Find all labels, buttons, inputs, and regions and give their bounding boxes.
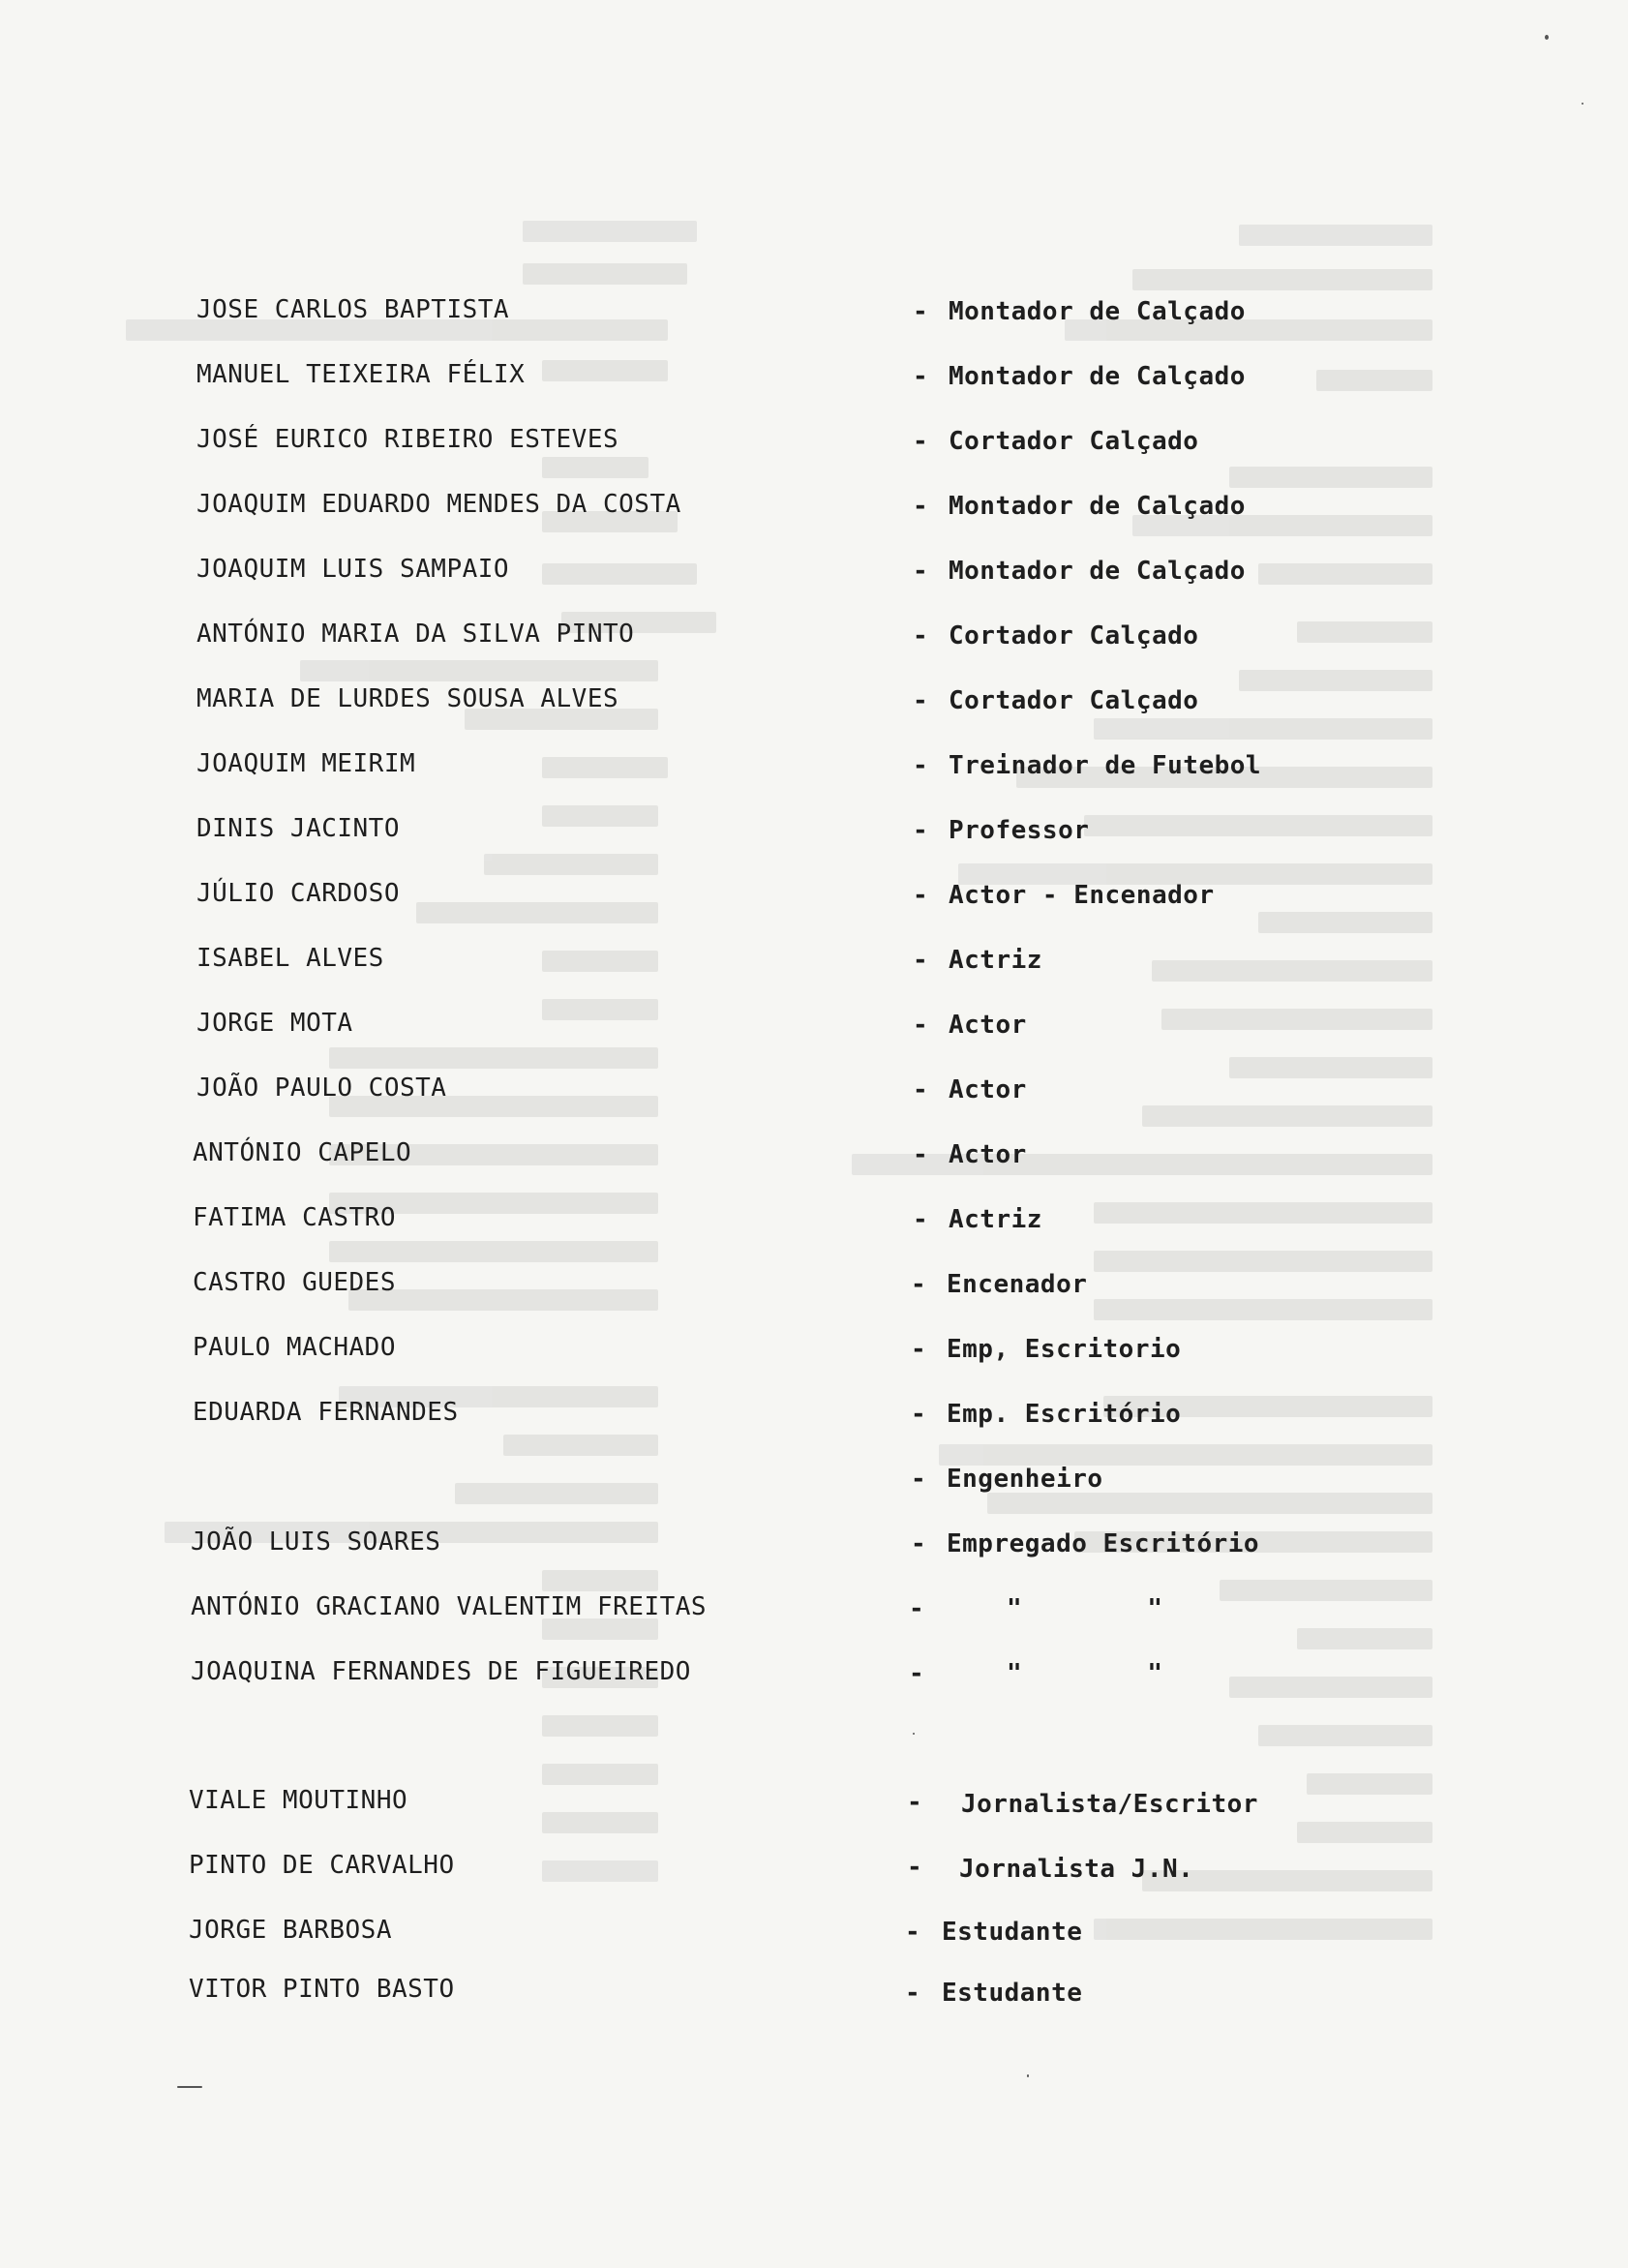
person-name: JOAQUIM EDUARDO MENDES DA COSTA: [196, 490, 681, 519]
person-role: Cortador Calçado: [949, 427, 1199, 456]
separator-dash: -: [905, 1979, 920, 2008]
person-name: JOSÉ EURICO RIBEIRO ESTEVES: [196, 425, 619, 454]
person-name: MARIA DE LURDES SOUSA ALVES: [196, 684, 619, 713]
separator-dash: -: [911, 1335, 926, 1364]
person-role: Emp. Escritório: [947, 1400, 1182, 1429]
person-role: Montador de Calçado: [949, 297, 1246, 326]
person-name: ISABEL ALVES: [196, 944, 384, 973]
person-name: JOAQUIM MEIRIM: [196, 749, 416, 778]
person-name: CASTRO GUEDES: [193, 1268, 396, 1297]
separator-dash: -: [913, 751, 928, 780]
paper-speck: [1027, 2074, 1029, 2077]
separator-dash: -: [907, 1788, 922, 1817]
person-name: JOÃO PAULO COSTA: [196, 1074, 447, 1103]
person-role: Actriz: [949, 946, 1042, 975]
person-role: " ": [1007, 1594, 1163, 1623]
person-name: PINTO DE CARVALHO: [189, 1851, 455, 1880]
person-role: Montador de Calçado: [949, 362, 1246, 391]
separator-dash: -: [913, 881, 928, 910]
person-name: PAULO MACHADO: [193, 1333, 396, 1362]
person-name: JOÃO LUIS SOARES: [191, 1527, 441, 1557]
person-role: Engenheiro: [947, 1465, 1103, 1494]
separator-dash: -: [913, 492, 928, 521]
separator-dash: -: [913, 297, 928, 326]
person-role: Estudante: [942, 1918, 1083, 1947]
separator-dash: -: [905, 1918, 920, 1947]
person-role: Cortador Calçado: [949, 686, 1199, 715]
person-name: EDUARDA FERNANDES: [193, 1398, 459, 1427]
separator-dash: -: [913, 686, 928, 715]
separator-dash: -: [911, 1400, 926, 1429]
person-role: Emp, Escritorio: [947, 1335, 1182, 1364]
person-name: JÚLIO CARDOSO: [196, 879, 400, 908]
person-role: Actriz: [949, 1205, 1042, 1234]
person-role: Encenador: [947, 1270, 1088, 1299]
separator-dash: -: [913, 557, 928, 586]
person-name: MANUEL TEIXEIRA FÉLIX: [196, 360, 526, 389]
separator-dash: -: [909, 1659, 924, 1688]
separator-dash: -: [913, 1075, 928, 1104]
person-name: JOAQUINA FERNANDES DE FIGUEIREDO: [191, 1657, 691, 1686]
person-role: Actor - Encenador: [949, 881, 1215, 910]
person-role: Montador de Calçado: [949, 557, 1246, 586]
person-role: Empregado Escritório: [947, 1529, 1260, 1558]
separator-dash: -: [911, 1529, 926, 1558]
separator-dash: -: [913, 362, 928, 391]
person-name: VITOR PINTO BASTO: [189, 1975, 455, 2004]
person-role: Actor: [949, 1140, 1027, 1169]
paper-speck: [1582, 103, 1583, 105]
separator-dash: -: [913, 427, 928, 456]
separator-dash: -: [907, 1853, 922, 1882]
separator-dash: -: [913, 1205, 928, 1234]
separator-dash: -: [913, 816, 928, 845]
person-name: ANTÓNIO CAPELO: [193, 1138, 412, 1167]
separator-dash: -: [911, 1270, 926, 1299]
person-role: " ": [1007, 1659, 1163, 1688]
person-role: Treinador de Futebol: [949, 751, 1262, 780]
separator-dash: -: [913, 946, 928, 975]
separator-dash: -: [913, 621, 928, 650]
person-name: VIALE MOUTINHO: [189, 1786, 408, 1815]
person-name: JOSE CARLOS BAPTISTA: [196, 295, 510, 324]
person-role: Actor: [949, 1011, 1027, 1040]
person-role: Montador de Calçado: [949, 492, 1246, 521]
paper-speck: [913, 1733, 915, 1735]
person-role: Professor: [949, 816, 1090, 845]
paper-speck: [1545, 35, 1549, 40]
person-name: JORGE MOTA: [196, 1009, 353, 1038]
paper-speck: [177, 2086, 202, 2088]
person-role: Actor: [949, 1075, 1027, 1104]
person-role: Estudante: [942, 1979, 1083, 2008]
separator-dash: -: [911, 1465, 926, 1494]
person-name: ANTÓNIO MARIA DA SILVA PINTO: [196, 620, 635, 649]
person-name: JORGE BARBOSA: [189, 1916, 392, 1945]
person-role: Jornalista/Escritor: [961, 1790, 1258, 1819]
separator-dash: -: [909, 1594, 924, 1623]
person-role: Cortador Calçado: [949, 621, 1199, 650]
person-name: JOAQUIM LUIS SAMPAIO: [196, 555, 510, 584]
person-name: DINIS JACINTO: [196, 814, 400, 843]
separator-dash: -: [913, 1140, 928, 1169]
person-name: ANTÓNIO GRACIANO VALENTIM FREITAS: [191, 1592, 708, 1621]
person-name: FATIMA CASTRO: [193, 1203, 396, 1232]
person-role: Jornalista J.N.: [959, 1855, 1194, 1884]
separator-dash: -: [913, 1011, 928, 1040]
